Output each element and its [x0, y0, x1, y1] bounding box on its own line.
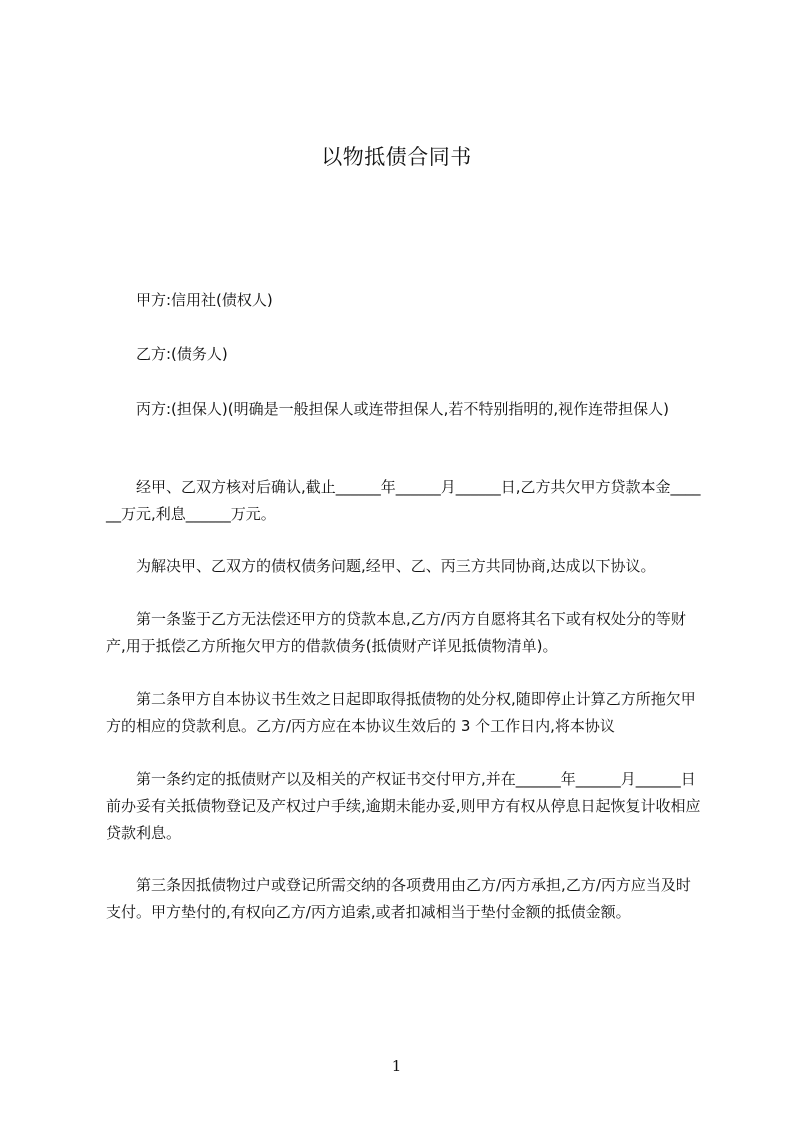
purpose-paragraph: 为解决甲、乙双方的债权债务问题,经甲、乙、丙三方共同协商,达成以下协议。 [136, 557, 656, 575]
article-1-paragraph: 第一条鉴于乙方无法偿还甲方的贷款本息,乙方/丙方自愿将其名下或有权处分的等财产,用于抵偿乙方所拖欠甲方的借款债务(抵债财产详见抵债物清单)。 [106, 610, 686, 655]
article-2-continued-paragraph: 第一条约定的抵债财产以及相关的产权证书交付甲方,并在______年______月______日前办妥有关抵债物登记及产权过户手续,逾期未能办妥,则甲方有权从停息日起恢复计收相应贷款利息。 [106, 770, 701, 842]
article-3-paragraph: 第三条因抵债物过户或登记所需交纳的各项费用由乙方/丙方承担,乙方/丙方应当及时支付。甲方垫付的,有权向乙方/丙方追索,或者扣减相当于垫付金额的抵债金额。 [106, 876, 691, 921]
page-number: 1 [391, 1057, 402, 1075]
party-a-line: 甲方:信用社(债权人) [136, 291, 273, 309]
party-b-line: 乙方:(债务人) [136, 345, 228, 363]
article-2-paragraph: 第二条甲方自本协议书生效之日起即取得抵债物的处分权,随即停止计算乙方所拖欠甲方的相应的贷款利息。乙方/丙方应在本协议生效后的 3 个工作日内,将本协议 [106, 690, 696, 735]
debt-confirmation-paragraph: 经甲、乙双方核对后确认,截止______年______月______日,乙方共欠甲方贷款本金______万元,利息______万元。 [106, 478, 701, 523]
document-title: 以物抵债合同书 [321, 145, 472, 169]
party-c-line: 丙方:(担保人)(明确是一般担保人或连带担保人,若不特别指明的,视作连带担保人) [136, 400, 670, 418]
